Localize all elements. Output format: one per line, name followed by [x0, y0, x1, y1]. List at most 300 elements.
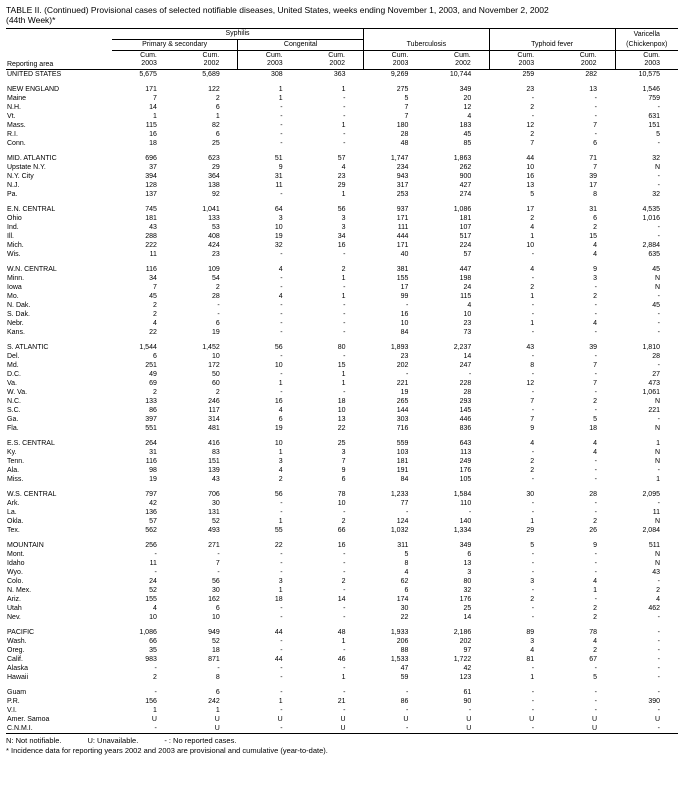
value-cell: 1 [341, 371, 346, 378]
footnotes [6, 736, 678, 755]
value-cell: - [343, 320, 346, 327]
value-cell: U [340, 725, 346, 732]
value-cell: 349 [459, 86, 472, 93]
value-cell: 2 [593, 614, 597, 621]
value-cell: 131 [208, 509, 220, 516]
cum-year-header: Cum. 2003 [112, 51, 175, 70]
value-cell: 24 [149, 578, 157, 585]
value-cell: - [657, 224, 660, 231]
value-cell: 53 [211, 224, 220, 231]
value-cell: 1 [152, 113, 157, 120]
value-cell: 128 [145, 182, 157, 189]
value-cell: 77 [400, 500, 409, 507]
notifiable-diseases-table [6, 28, 678, 734]
reporting-area-cell: Amer. Samoa [7, 716, 50, 723]
value-cell: 7 [404, 104, 409, 111]
value-cell: 1 [341, 674, 346, 681]
value-cell: 105 [459, 476, 472, 483]
value-cell: 1 [530, 320, 535, 327]
value-cell: 274 [459, 191, 472, 198]
value-cell: 5,675 [139, 71, 157, 78]
value-cell: 6 [593, 215, 597, 222]
varicella-group-header [615, 29, 678, 51]
value-cell: 427 [459, 182, 472, 189]
value-cell: - [594, 389, 597, 396]
value-cell: 64 [274, 206, 283, 213]
value-cell: 4 [530, 440, 535, 447]
value-cell: 4 [593, 440, 597, 447]
reporting-area-cell: Md. [7, 362, 19, 369]
value-cell: 446 [459, 416, 472, 423]
reporting-area-cell: N.H. [7, 104, 21, 111]
reporting-area-cell: Upstate N.Y. [7, 164, 46, 171]
value-cell: N [654, 425, 660, 432]
value-cell: 293 [459, 398, 472, 405]
table-row [6, 517, 678, 526]
value-cell: - [531, 605, 535, 612]
value-cell: - [531, 311, 535, 318]
value-cell: 84 [400, 329, 409, 336]
value-cell: 7 [593, 164, 597, 171]
value-cell: 983 [145, 656, 157, 663]
value-cell: - [657, 233, 660, 240]
value-cell: 13 [337, 416, 346, 423]
value-cell: 66 [337, 527, 346, 534]
value-cell: 3 [278, 215, 283, 222]
table-row [6, 70, 678, 80]
value-cell: 1,747 [390, 155, 409, 162]
value-cell: 7 [530, 398, 535, 405]
table-title-line2: (44th Week)* [6, 15, 56, 25]
value-cell: U [529, 716, 535, 723]
table-row [6, 559, 678, 568]
value-cell: 4 [404, 569, 409, 576]
value-cell: 2 [278, 476, 283, 483]
reporting-area-cell: Vt. [7, 113, 16, 120]
table-row [6, 646, 678, 655]
value-cell: 16 [400, 311, 409, 318]
value-cell: - [280, 707, 283, 714]
reporting-area-cell: S. ATLANTIC [7, 344, 49, 351]
value-cell: - [531, 551, 535, 558]
value-cell: 1 [656, 476, 660, 483]
value-cell: - [594, 302, 597, 309]
value-cell: 2,884 [642, 242, 660, 249]
value-cell: 30 [211, 500, 220, 507]
value-cell: 288 [145, 233, 157, 240]
value-cell: 11 [149, 251, 157, 258]
value-cell: 140 [459, 518, 472, 525]
value-cell: - [343, 251, 346, 258]
value-cell: - [657, 647, 660, 654]
value-cell: 4 [278, 293, 283, 300]
value-cell: - [531, 449, 535, 456]
table-row [6, 301, 678, 310]
value-cell: 246 [208, 398, 220, 405]
value-cell: - [657, 707, 660, 714]
value-cell: 559 [396, 440, 409, 447]
value-cell: 2,237 [453, 344, 472, 351]
value-cell: 144 [396, 407, 409, 414]
value-cell: 151 [208, 458, 220, 465]
value-cell: - [343, 353, 346, 360]
value-cell: 14 [463, 353, 472, 360]
value-cell: 2 [152, 389, 157, 396]
value-cell: 10 [337, 500, 346, 507]
value-cell: 66 [149, 638, 157, 645]
table-row [6, 274, 678, 283]
value-cell: 28 [652, 353, 660, 360]
value-cell: - [280, 371, 283, 378]
value-cell: 949 [208, 629, 220, 636]
value-cell: 13 [526, 182, 535, 189]
value-cell: 107 [459, 224, 472, 231]
value-cell: 15 [589, 233, 597, 240]
reporting-area-cell: Ariz. [7, 596, 21, 603]
value-cell: - [217, 311, 220, 318]
value-cell: 2 [593, 224, 597, 231]
value-cell: 1,810 [642, 344, 660, 351]
value-cell: U [403, 716, 409, 723]
value-cell: - [343, 95, 346, 102]
value-cell: 49 [149, 371, 157, 378]
value-cell: - [343, 647, 346, 654]
tuberculosis-group-header: Tuberculosis [364, 29, 490, 51]
value-cell: 17 [400, 284, 409, 291]
value-cell: 7 [152, 95, 157, 102]
value-cell: - [531, 509, 535, 516]
value-cell: - [531, 707, 535, 714]
value-cell: 32 [652, 191, 660, 198]
value-cell: - [531, 665, 535, 672]
value-cell: 2 [593, 518, 597, 525]
value-cell: 50 [211, 371, 220, 378]
value-cell: - [280, 122, 283, 129]
value-cell: - [594, 698, 597, 705]
value-cell: - [531, 251, 535, 258]
value-cell: 48 [400, 140, 409, 147]
value-cell: 247 [459, 362, 472, 369]
reporting-area-cell: Kans. [7, 329, 25, 336]
reporting-area-cell: Wis. [7, 251, 21, 258]
reporting-area-cell: Wyo. [7, 569, 23, 576]
table-title [6, 5, 678, 25]
value-cell: - [343, 131, 346, 138]
value-cell: - [280, 353, 283, 360]
value-cell: 871 [208, 656, 220, 663]
congenital-subheader: Congenital [238, 40, 364, 51]
reporting-area-cell: V.I. [7, 707, 17, 714]
reporting-area-cell: Ala. [7, 467, 20, 474]
value-cell: 4 [593, 449, 597, 456]
varicella-label-line1: Varicella [633, 31, 660, 38]
value-cell: - [657, 329, 660, 336]
value-cell: - [343, 560, 346, 567]
value-cell: 92 [211, 191, 220, 198]
reporting-area-cell: PACIFIC [7, 629, 35, 636]
value-cell: 1 [278, 380, 283, 387]
value-cell: - [217, 302, 220, 309]
table-row [6, 283, 678, 292]
reporting-area-cell: Va. [7, 380, 17, 387]
value-cell: 43 [211, 476, 220, 483]
value-cell: - [531, 407, 535, 414]
value-cell: 7 [404, 113, 409, 120]
value-cell: 176 [459, 467, 472, 474]
value-cell: 29 [526, 527, 535, 534]
value-cell: 19 [400, 389, 409, 396]
value-cell: 20 [463, 95, 472, 102]
reporting-area-cell: Nev. [7, 614, 21, 621]
value-cell: 1 [530, 293, 535, 300]
value-cell: 59 [400, 674, 409, 681]
value-cell: 13 [463, 560, 472, 567]
value-cell: 3 [341, 224, 346, 231]
value-cell: 311 [397, 542, 409, 549]
value-cell: 23 [337, 173, 346, 180]
value-cell: 4 [593, 638, 597, 645]
value-cell: 623 [208, 155, 220, 162]
value-cell: 7 [530, 416, 535, 423]
value-cell: 22 [274, 542, 283, 549]
reporting-area-cell: Iowa [7, 284, 22, 291]
value-cell: 67 [589, 656, 597, 663]
reporting-area-cell: Colo. [7, 578, 24, 585]
value-cell: - [280, 311, 283, 318]
value-cell: 251 [145, 362, 157, 369]
value-cell: - [280, 131, 283, 138]
value-cell: 52 [149, 587, 157, 594]
value-cell: 45 [463, 131, 472, 138]
value-cell: 2 [530, 284, 535, 291]
value-cell: 3 [593, 275, 597, 282]
value-cell: 172 [208, 362, 220, 369]
value-cell: 7 [152, 284, 157, 291]
value-cell: 46 [337, 656, 346, 663]
value-cell: 256 [145, 542, 157, 549]
value-cell: 2 [593, 647, 597, 654]
value-cell: 48 [337, 629, 346, 636]
value-cell: - [531, 353, 535, 360]
table-row [6, 121, 678, 130]
value-cell: 22 [337, 425, 346, 432]
value-cell: 62 [400, 578, 409, 585]
reporting-area-cell: R.I. [7, 131, 18, 138]
value-cell: - [406, 302, 409, 309]
value-cell: - [531, 113, 535, 120]
value-cell: 1,233 [390, 491, 409, 498]
value-cell: 2 [530, 596, 535, 603]
value-cell: 162 [208, 596, 220, 603]
reporting-area-cell: Calif. [7, 656, 23, 663]
value-cell: 493 [208, 527, 220, 534]
table-row [6, 568, 678, 577]
value-cell: 12 [526, 122, 535, 129]
value-cell: 1 [278, 587, 283, 594]
reporting-area-cell: MID. ATLANTIC [7, 155, 57, 162]
value-cell: 56 [337, 206, 346, 213]
value-cell: 1,863 [453, 155, 472, 162]
value-cell: - [343, 614, 346, 621]
value-cell: 4 [656, 596, 660, 603]
table-row [6, 664, 678, 673]
value-cell: - [594, 104, 597, 111]
value-cell: 4 [593, 251, 597, 258]
value-cell: 23 [463, 320, 472, 327]
value-cell: 47 [400, 665, 409, 672]
value-cell: 81 [526, 656, 535, 663]
reporting-area-cell: MOUNTAIN [7, 542, 44, 549]
value-cell: 759 [648, 95, 660, 102]
reporting-area-cell: P.R. [7, 698, 20, 705]
value-cell: 14 [149, 104, 157, 111]
value-cell: 155 [396, 275, 409, 282]
value-cell: 3 [530, 638, 535, 645]
value-cell: - [406, 707, 409, 714]
value-cell: - [594, 707, 597, 714]
value-cell: 390 [648, 698, 660, 705]
reporting-area-cell: C.N.M.I. [7, 725, 33, 732]
value-cell: 3 [278, 458, 283, 465]
value-cell: 1 [341, 191, 346, 198]
value-cell: 174 [396, 596, 409, 603]
value-cell: U [340, 716, 346, 723]
value-cell: U [277, 716, 283, 723]
value-cell: 1 [593, 587, 597, 594]
value-cell: 10 [274, 440, 283, 447]
table-row [6, 415, 678, 424]
value-cell: 2 [152, 302, 157, 309]
value-cell: 1,933 [390, 629, 409, 636]
value-cell: 19 [211, 329, 220, 336]
value-cell: 4 [152, 320, 157, 327]
reporting-area-cell: N.J. [7, 182, 20, 189]
reporting-area-cell: Idaho [7, 560, 25, 567]
reporting-area-cell: Mich. [7, 242, 24, 249]
value-cell: 25 [337, 440, 346, 447]
table-row [6, 352, 678, 361]
table-row [6, 673, 678, 682]
value-cell: 10 [337, 407, 346, 414]
value-cell: 10 [526, 242, 535, 249]
value-cell: 12 [526, 380, 535, 387]
value-cell: - [280, 320, 283, 327]
table-row [6, 715, 678, 724]
value-cell: 89 [526, 629, 535, 636]
value-cell: - [657, 173, 660, 180]
value-cell: 349 [459, 542, 472, 549]
value-cell: 7 [341, 458, 346, 465]
value-cell: 1,584 [453, 491, 472, 498]
reporting-area-cell: N.Y. City [7, 173, 34, 180]
value-cell: 234 [396, 164, 409, 171]
value-cell: 2 [530, 104, 535, 111]
table-row [6, 613, 678, 622]
value-cell: - [406, 725, 409, 732]
value-cell: N [654, 518, 660, 525]
cum-year-header: Cum. 2003 [238, 51, 301, 70]
value-cell: 1 [530, 518, 535, 525]
value-cell: - [343, 113, 346, 120]
value-cell: - [280, 614, 283, 621]
value-cell: 155 [145, 596, 157, 603]
value-cell: 78 [337, 491, 346, 498]
value-cell: 14 [463, 614, 472, 621]
value-cell: U [466, 725, 472, 732]
value-cell: - [657, 104, 660, 111]
table-row [6, 112, 678, 121]
value-cell: - [594, 113, 597, 120]
value-cell: 1 [341, 380, 346, 387]
reporting-area-cell: Tenn. [7, 458, 25, 465]
value-cell: - [280, 251, 283, 258]
value-cell: - [594, 353, 597, 360]
value-cell: 9 [530, 425, 535, 432]
value-cell: 17 [526, 206, 535, 213]
value-cell: 2 [530, 467, 535, 474]
value-cell: - [594, 689, 597, 696]
value-cell: 1 [152, 707, 157, 714]
value-cell: - [657, 725, 660, 732]
value-cell: 16 [337, 542, 346, 549]
value-cell: 2 [341, 518, 346, 525]
value-cell: 6 [467, 551, 472, 558]
reporting-area-cell: UNITED STATES [7, 71, 62, 78]
table-row [6, 466, 678, 475]
value-cell: 78 [589, 629, 597, 636]
value-cell: 275 [396, 86, 409, 93]
table-row [6, 361, 678, 370]
table-row [6, 397, 678, 406]
table-row [6, 388, 678, 397]
value-cell: 80 [337, 344, 346, 351]
value-cell: 151 [648, 122, 660, 129]
value-cell: - [217, 665, 220, 672]
table-row [6, 139, 678, 148]
value-cell: 30 [400, 605, 409, 612]
value-cell: - [154, 689, 157, 696]
value-cell: 797 [145, 491, 157, 498]
value-cell: 1 [341, 293, 346, 300]
value-cell: 10 [463, 311, 472, 318]
table-row [6, 424, 678, 433]
value-cell: - [657, 182, 660, 189]
value-cell: 10 [274, 224, 283, 231]
table-row [6, 103, 678, 112]
table-row [6, 343, 678, 352]
value-cell: 7 [530, 140, 535, 147]
value-cell: - [468, 371, 472, 378]
value-cell: 116 [145, 458, 157, 465]
value-cell: 4 [278, 266, 283, 273]
value-cell: 181 [459, 215, 472, 222]
table-row [6, 190, 678, 199]
value-cell: N [654, 164, 660, 171]
value-cell: 1 [278, 698, 283, 705]
value-cell: - [343, 140, 346, 147]
reporting-area-cell: S. Dak. [7, 311, 30, 318]
value-cell: 124 [396, 518, 409, 525]
value-cell: 1 [341, 638, 346, 645]
value-cell: 1,893 [390, 344, 409, 351]
value-cell: 183 [459, 122, 472, 129]
value-cell: 481 [208, 425, 220, 432]
value-cell: 3 [278, 578, 283, 585]
value-cell: 7 [593, 122, 597, 129]
value-cell: 34 [337, 233, 346, 240]
table-row [6, 94, 678, 103]
value-cell: 115 [145, 122, 157, 129]
